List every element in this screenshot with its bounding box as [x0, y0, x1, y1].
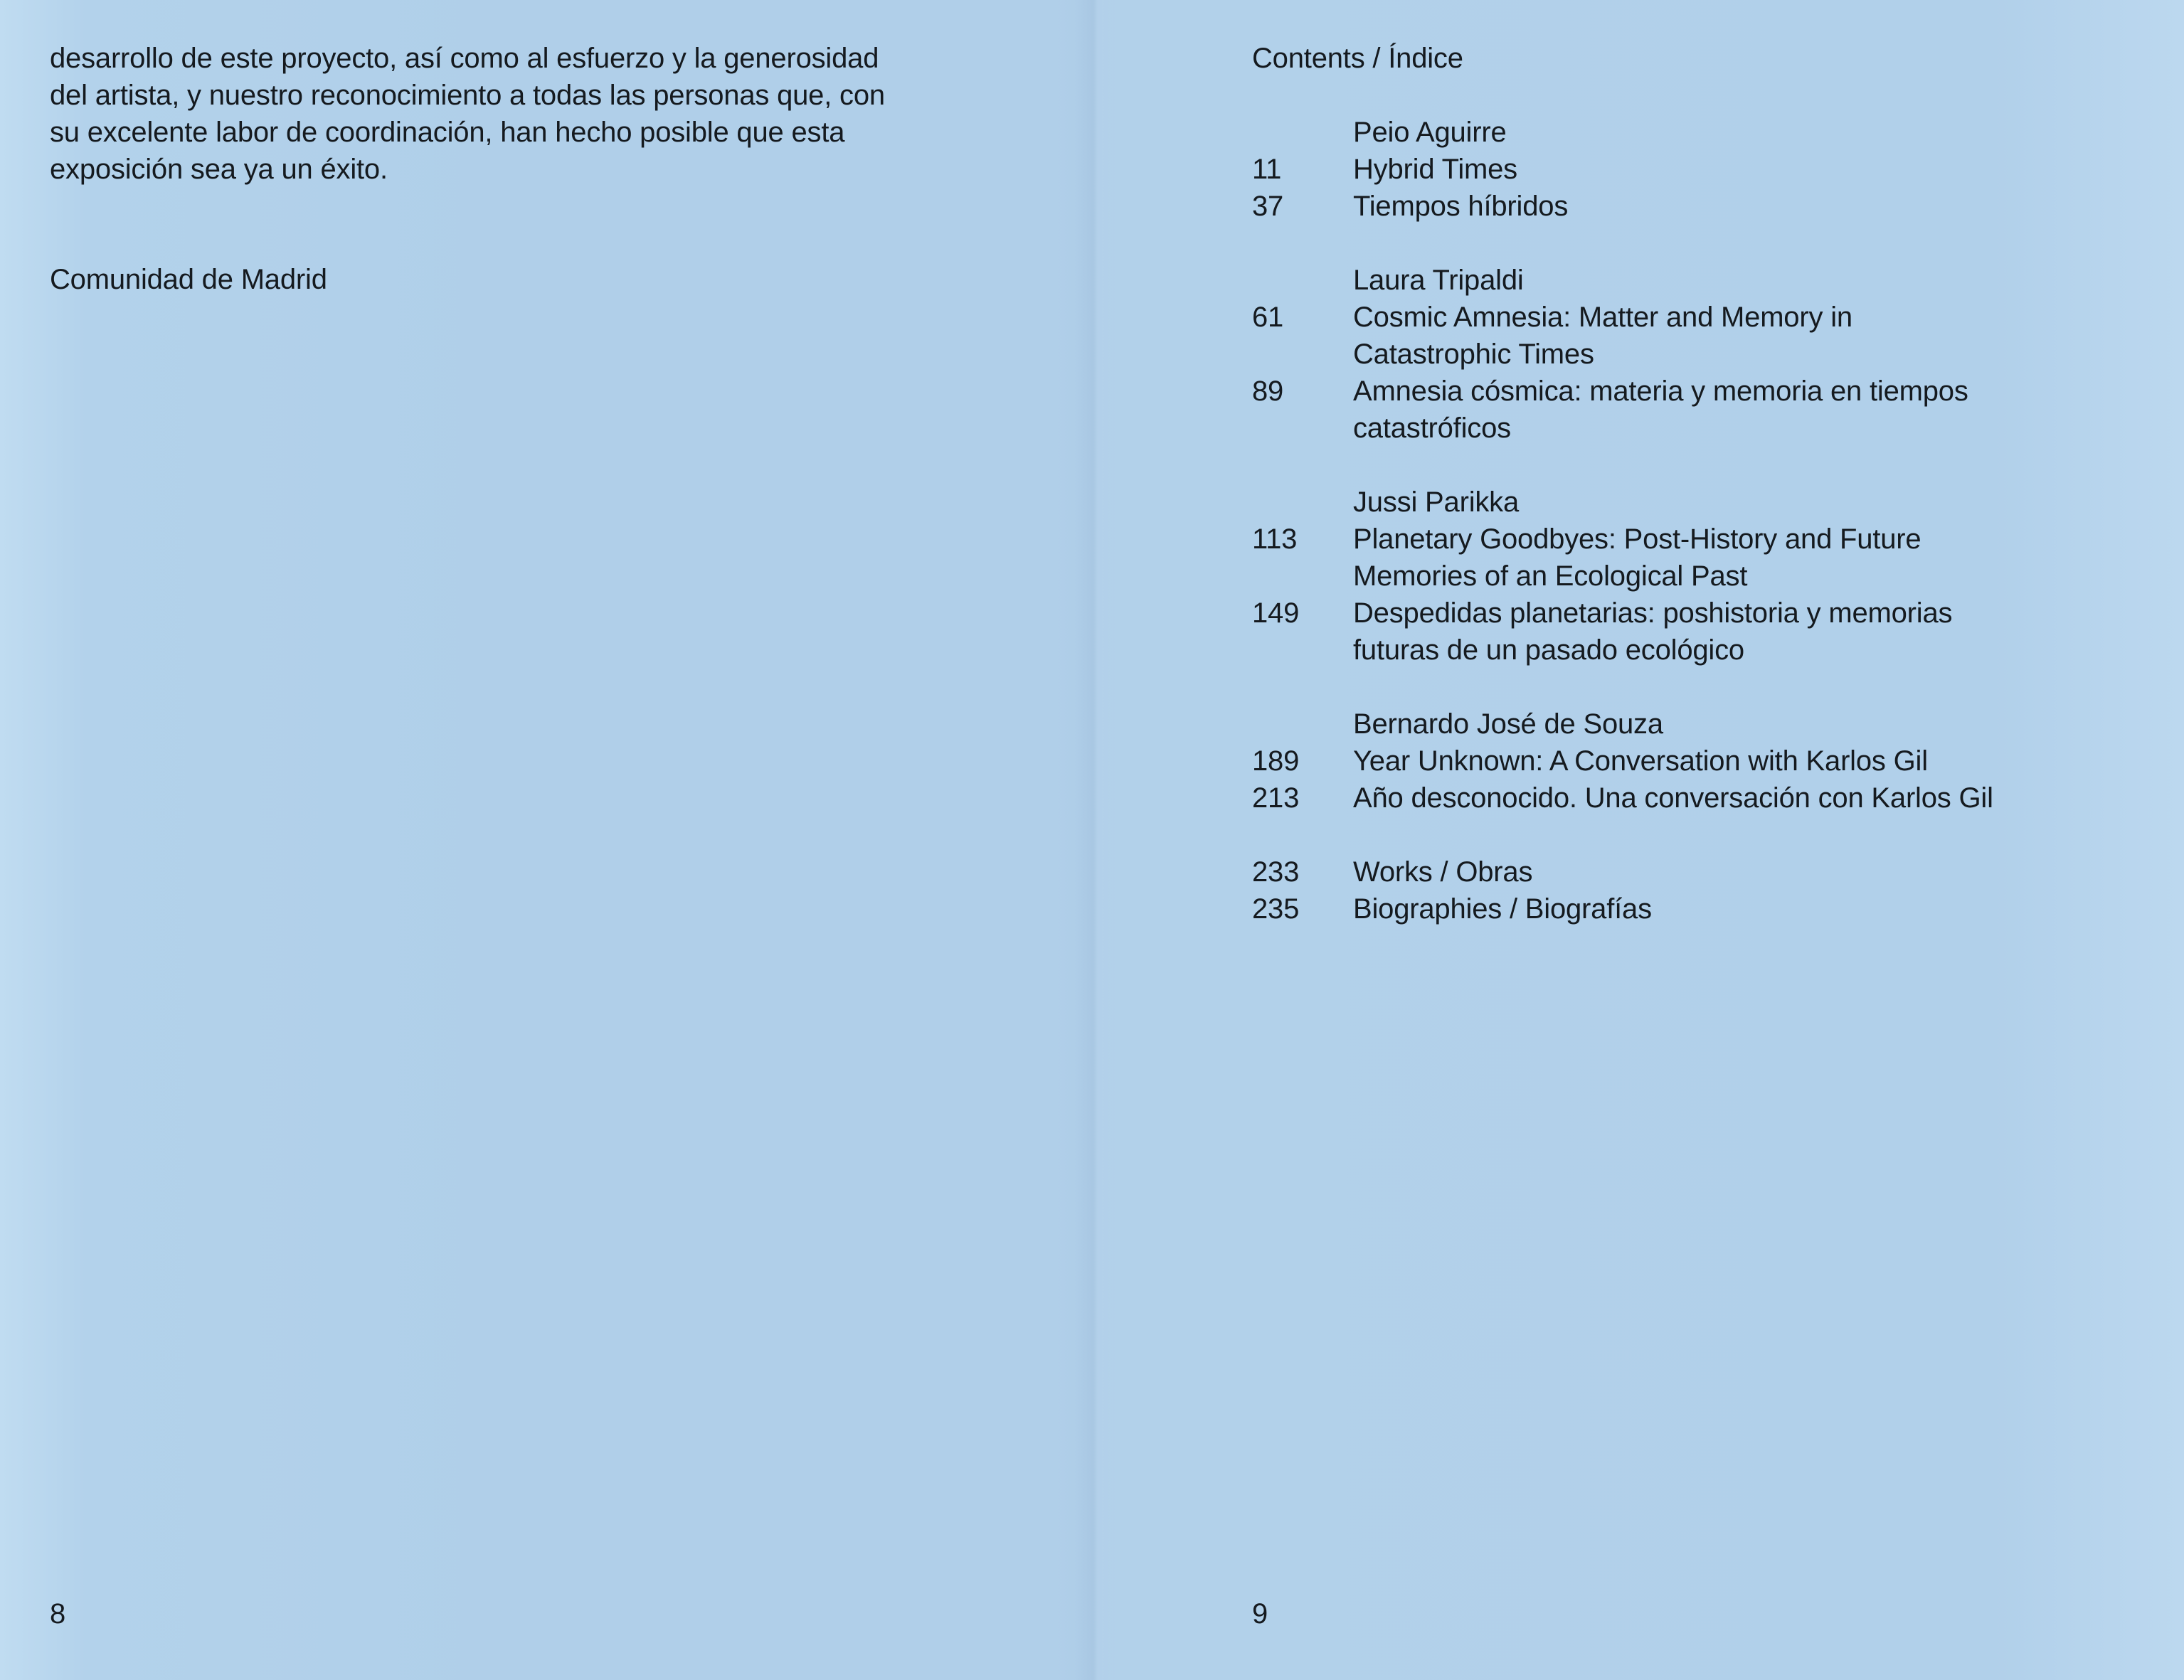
toc-entry[interactable]: [1252, 521, 2148, 595]
toc-entry-title: [1353, 854, 2148, 890]
toc-entry-title: [1353, 890, 2148, 927]
toc-page-number: 189: [1252, 745, 1300, 777]
toc-entry-title: [1353, 595, 2148, 669]
right-page: [1092, 0, 2184, 1680]
toc-entry[interactable]: [1252, 373, 2148, 447]
toc-page-number: 235: [1252, 893, 1300, 925]
toc-entry-title: [1353, 299, 2148, 373]
toc-author: Laura Tripaldi: [1353, 265, 1524, 296]
toc-author: Jussi Parikka: [1353, 487, 1520, 518]
toc-page-number: 11: [1252, 154, 1282, 185]
body-paragraph: [50, 40, 968, 188]
body-line: su excelente labor de coordinación, han hecho posible que esta: [50, 117, 845, 148]
toc-entry[interactable]: [1252, 151, 2148, 188]
toc-title-line: Cosmic Amnesia: Matter and Memory in: [1353, 302, 1852, 333]
toc-author-row: [1252, 706, 2148, 743]
toc-author-row: [1252, 114, 2148, 151]
toc-entry-title: [1353, 151, 2148, 188]
toc-page-number: 233: [1252, 856, 1300, 888]
toc-section: [1252, 484, 2148, 669]
toc-entry[interactable]: [1252, 890, 2148, 927]
toc-entry-title: [1353, 373, 2148, 447]
toc-title-line: Año desconocido. Una conversación con Karlos Gil: [1353, 782, 1993, 814]
toc-author-row: [1252, 484, 2148, 521]
toc-entry[interactable]: [1252, 595, 2148, 669]
toc-title-line: futuras de un pasado ecológico: [1353, 634, 1744, 666]
toc-page-number: 113: [1252, 523, 1298, 555]
body-line: exposición sea ya un éxito.: [50, 154, 388, 185]
toc-author-row: [1252, 262, 2148, 299]
page-number-left: 8: [50, 1598, 66, 1630]
toc-section: [1252, 262, 2148, 447]
toc-entry[interactable]: [1252, 743, 2148, 780]
toc-title-line: Catastrophic Times: [1353, 339, 1594, 370]
contents-heading: Contents / Índice: [1252, 43, 1463, 74]
toc-entry[interactable]: [1252, 854, 2148, 890]
toc-entry-title: [1353, 780, 2148, 817]
toc-page-number: 149: [1252, 597, 1300, 629]
page-number-right: 9: [1252, 1598, 1268, 1630]
toc-title-line: Biographies / Biografías: [1353, 893, 1652, 925]
toc-title-line: Tiempos híbridos: [1353, 191, 1569, 222]
toc-title-line: Amnesia cósmica: materia y memoria en tiempos: [1353, 376, 1968, 407]
body-line: desarrollo de este proyecto, así como al esfuerzo y la generosidad: [50, 43, 879, 74]
toc-entry[interactable]: [1252, 299, 2148, 373]
toc-title-line: Planetary Goodbyes: Post-History and Future: [1353, 523, 1921, 555]
toc-author: Peio Aguirre: [1353, 117, 1507, 148]
body-line: del artista, y nuestro reconocimiento a todas las personas que, con: [50, 80, 885, 111]
toc-entry-title: [1353, 743, 2148, 780]
toc-section: [1252, 114, 2148, 225]
toc-title-line: Despedidas planetarias: poshistoria y memorias: [1353, 597, 1953, 629]
toc-entry[interactable]: [1252, 780, 2148, 817]
toc-entry-title: [1353, 521, 2148, 595]
toc-section: [1252, 706, 2148, 817]
toc-entry[interactable]: [1252, 188, 2148, 225]
toc-title-line: Memories of an Ecological Past: [1353, 560, 1748, 592]
signature: Comunidad de Madrid: [50, 264, 327, 295]
toc-title-line: catastróficos: [1353, 413, 1511, 444]
table-of-contents: [1252, 114, 2148, 964]
toc-page-number: 89: [1252, 376, 1284, 407]
toc-entry-title: [1353, 188, 2148, 225]
toc-page-number: 213: [1252, 782, 1300, 814]
toc-page-number: 37: [1252, 191, 1284, 222]
toc-author: Bernardo José de Souza: [1353, 708, 1663, 740]
toc-section: [1252, 854, 2148, 927]
toc-page-number: 61: [1252, 302, 1284, 333]
toc-title-line: Hybrid Times: [1353, 154, 1517, 185]
toc-title-line: Works / Obras: [1353, 856, 1533, 888]
toc-title-line: Year Unknown: A Conversation with Karlos Gil: [1353, 745, 1928, 777]
